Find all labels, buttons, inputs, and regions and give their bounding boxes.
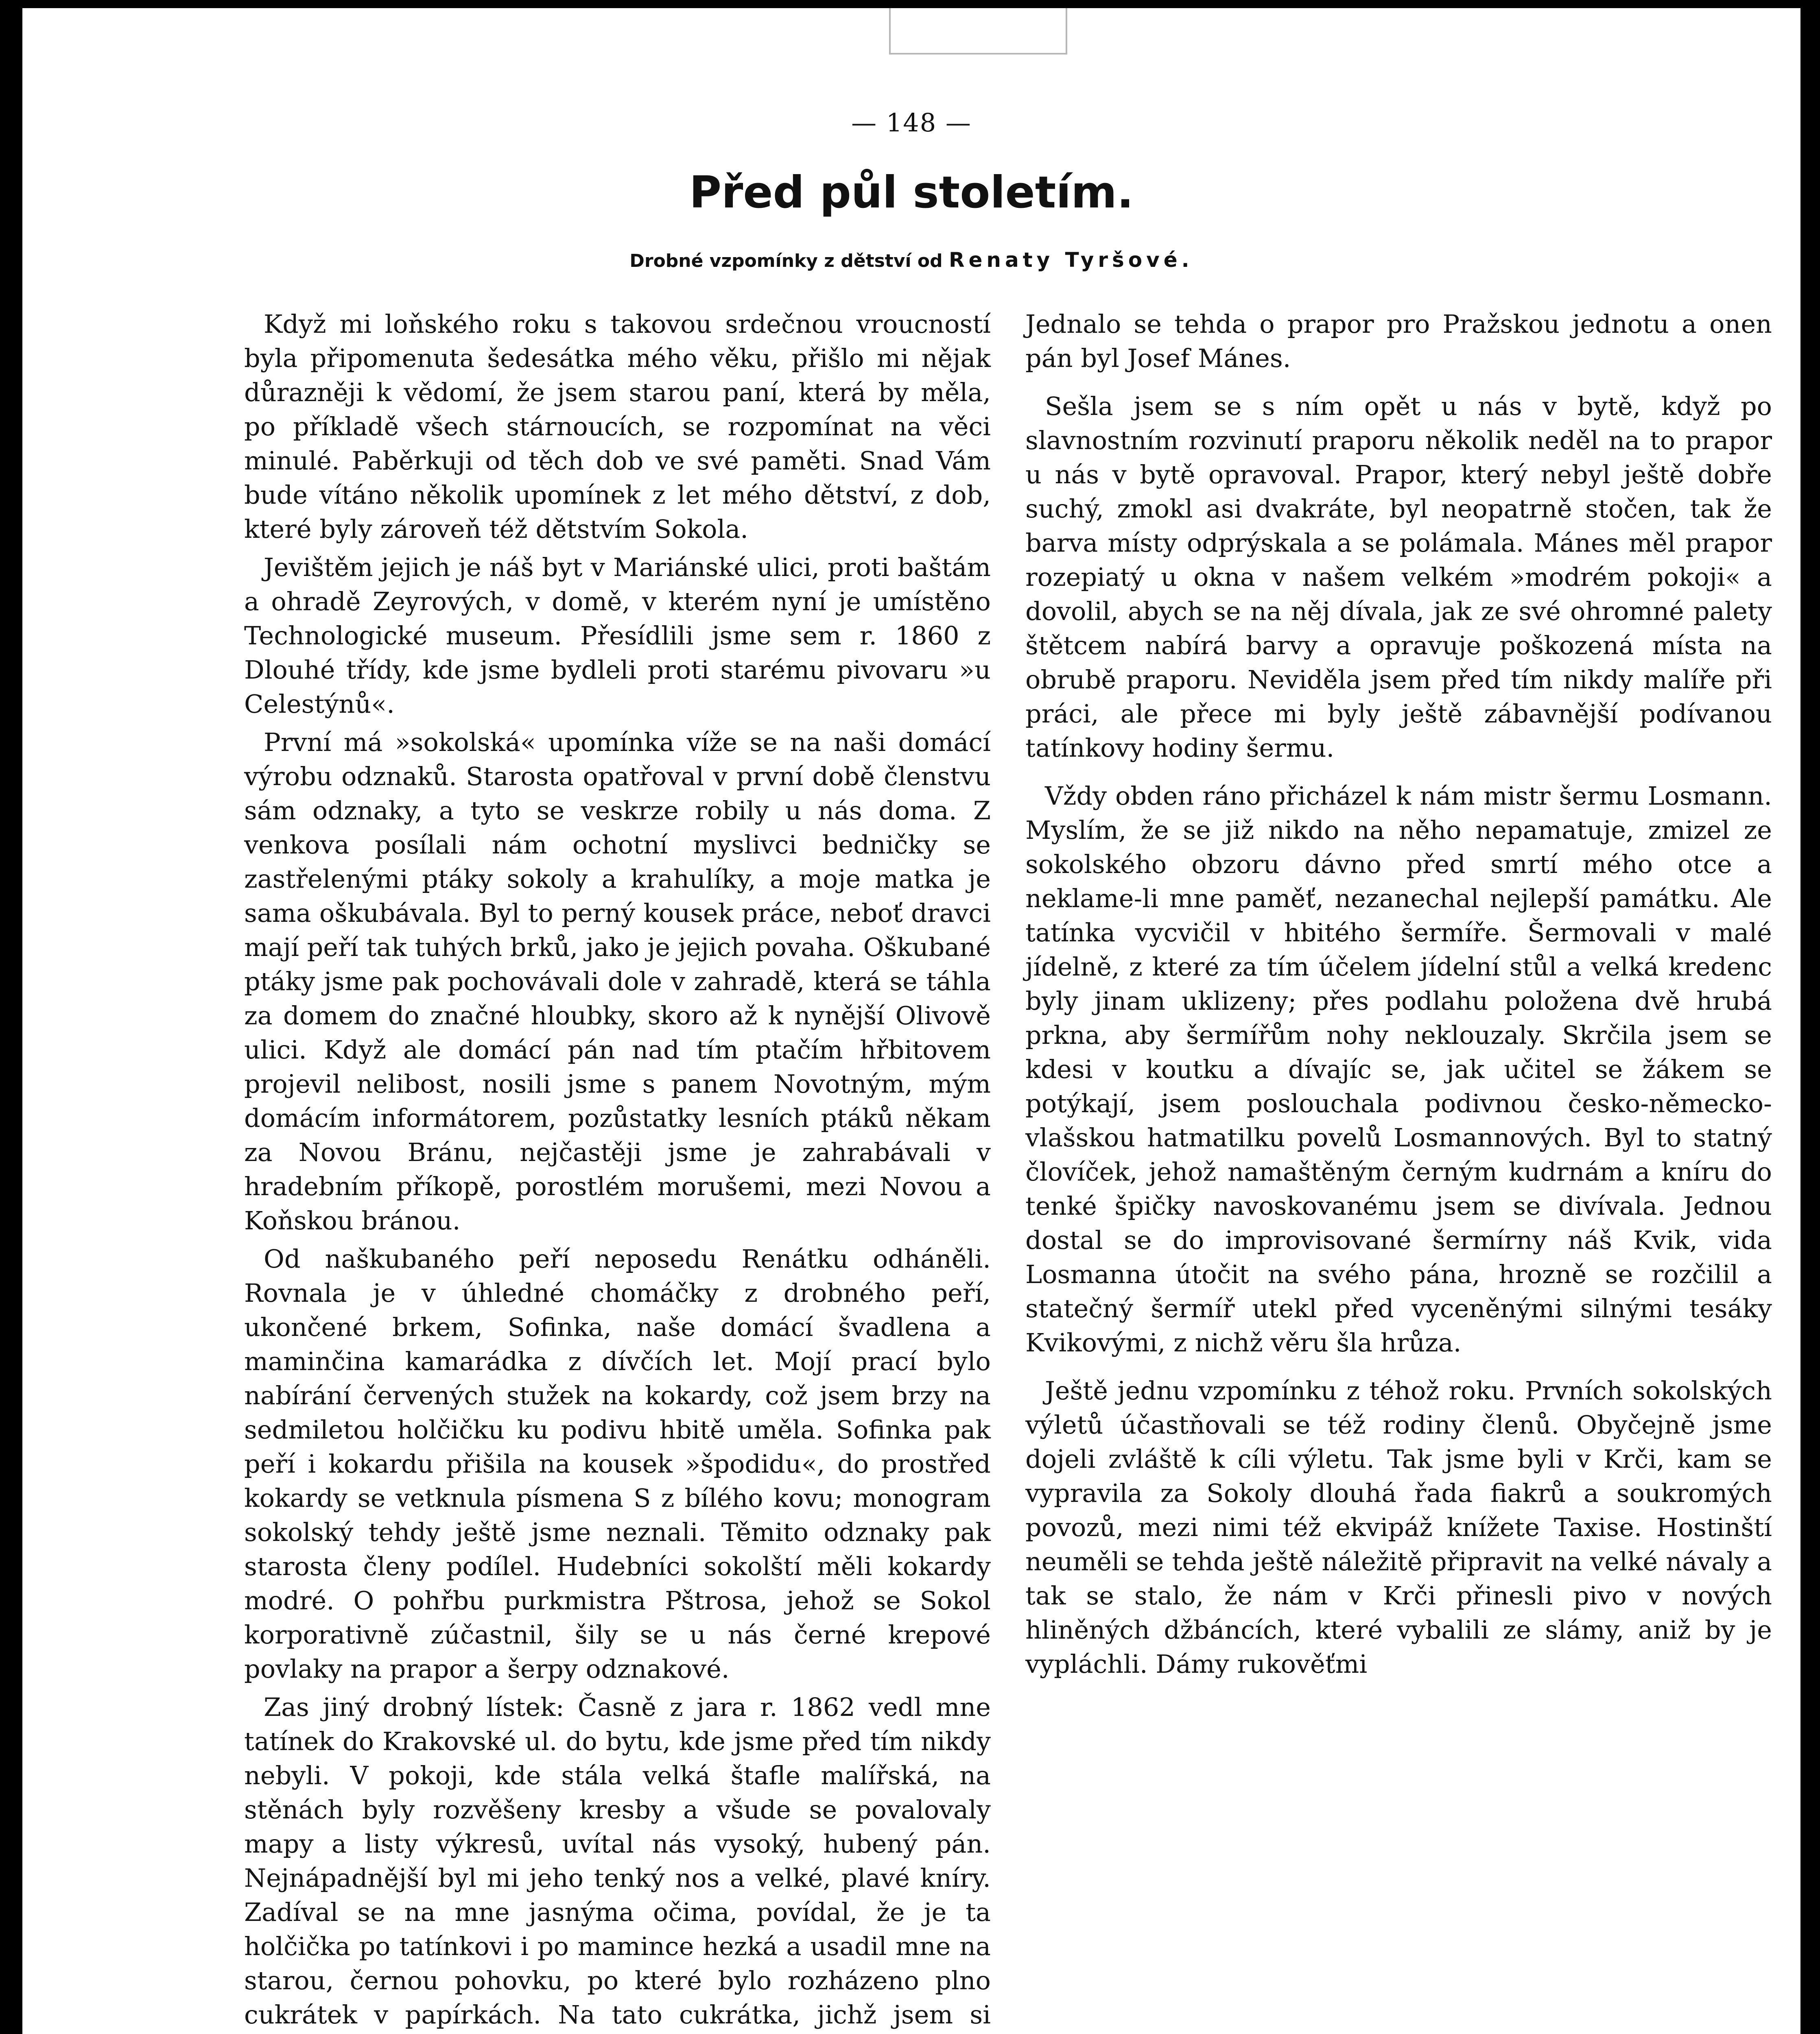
paragraph: Když mi loňského roku s takovou srdečnou vroucností byla připomenuta šedesátka mého věku, přišlo mi nějak důrazněji k vědomí, že jsem starou paní, která by měla, po příkladě všech stárnoucích, se rozpomínat na věci minulé. Paběrkuji od těch dob ve své paměti. Snad Vám bude vítáno několik upomínek z let mého dětství, z dob, které byly zároveň též dětstvím Sokola. — [244, 309, 991, 544]
paragraph: Sešla jsem se s ním opět u nás v bytě, když po slavnostním rozvinutí praporu několik neděl na to prapor u nás v bytě opravoval. Prapor, který nebyl ještě dobře suchý, zmokl asi dvakráte, byl neopatrně stočen, tak že barva místy odprýskala a se polámala. Mánes měl prapor rozepiatý u okna v našem velkém »modrém pokoji« a dovolil, abych se na něj dívala, jak ze své ohromné palety štětcem nabírá barvy a opravuje poškozená místa na obrubě praporu. Neviděla jsem před tím nikdy malíře při práci, ale přece mi byly ještě zábavnější podívanou tatínkovy hodiny šermu. — [1025, 391, 1772, 763]
article-subtitle — [22, 248, 1800, 272]
paragraph: Jevištěm jejich je náš byt v Mariánské ulici, proti baštám a ohradě Zeyrových, v domě, v kterém nyní je umístěno Technologické museum. Přesídlili jsme sem r. 1860 z Dlouhé třídy, kde jsme bydleli proti starému pivovaru »u Celestýnů«. — [244, 552, 991, 719]
paragraph: První má »sokolská« upomínka víže se na naši domácí výrobu odznaků. Starosta opatřoval v první době členstvu sám odznaky, a tyto se veskrze robily u nás doma. Z venkova posílali nám ochotní myslivci bedničky se zastřelenými ptáky sokoly a krahulíky, a moje matka je sama oškubávala. Byl to perný kousek práce, neboť dravci mají peří tak tuhých brků, jako je jejich povaha. Oškubané ptáky jsme pak pochovávali dole v zahradě, která se táhla za domem do značné hloubky, skoro až k nynější Olivově ulici. Když ale domácí pán nad tím ptačím hřbitovem projevil nelibost, nosili jsme s panem Novotným, mým domácím informátorem, pozůstatky lesních ptáků někam za Novou Bránu, nejčastěji jsme je zahrabávali v hradebním příkopě, porostlém morušemi, mezi Novou a Koňskou bránou. — [244, 727, 991, 1235]
page-number: — 148 — — [851, 108, 972, 137]
tape-mark — [889, 8, 1067, 55]
paragraph: Od naškubaného peří neposedu Renátku odháněli. Rovnala je v úhledné chomáčky z drobného peří, ukončené brkem, Sofinka, naše domácí švadlena a maminčina kamarádka z dívčích let. Mojí prací bylo nabírání červených stužek na kokardy, což jsem brzy na sedmiletou holčičku ku podivu hbitě uměla. Sofinka pak peří i kokardu přišila na kousek »špodidu«, do prostřed kokardy se vetknula písmena S z bílého kovu; monogram sokolský tehdy ještě jsme neznali. Těmito odznaky pak starosta členy podílel. Hudebníci sokolští měli kokardy modré. O pohřbu purkmistra Pštrosa, jehož se Sokol korporativně zúčastnil, šily se u nás černé krepové povlaky na prapor a šerpy odznakové. — [244, 1244, 991, 1684]
author-name: Renaty Tyršové. — [948, 248, 1193, 272]
subtitle-prefix: Drobné vzpomínky z dětství od — [629, 251, 943, 271]
article-title: Před půl stoletím. — [689, 167, 1134, 218]
paragraph: Zas jiný drobný lístek: Časně z jara r. 1862 vedl mne tatínek do Krakovské ul. do bytu, kde jsme před tím nikdy nebyli. V pokoji, kde stála velká štafle malířská, na stěnách byly rozvěšeny kresby a všude se povalovaly mapy a listy výkresů, uvítal nás vysoký, hubený pán. Nejnápadnější byl mi jeho tenký nos a velké, plavé kníry. Zadíval se na mne jasnýma očima, povídal, že je ta holčička po tatínkovi i po mamince hezká a usadil mne na starou, černou pohovku, po které bylo rozházeno plno cukrátek v papírkách. Na tato cukrátka, jichž jsem si Jednalo se tehda o prapor pro Pražskou jednotu a onen pán byl Josef Mánes. — [244, 309, 1772, 2030]
scanned-page — [22, 8, 1800, 2034]
paragraph: Ještě jednu vzpomínku z téhož roku. Prvních sokolských výletů účastňovali se též rodiny členů. Obyčejně jsme dojeli zvláště k cíli výletu. Tak jsme byli v Krči, kam se vypravila za Sokoly dlouhá řada fiakrů a soukromých povozů, mezi nimi též ekvipáž knížete Taxise. Hostinští neuměli se tehda ještě náležitě připravit na velké návaly a tak se stalo, že nám v Krči přinesli pivo v nových hliněných džbáncích, které vybalili ze slámy, aniž by je vypláchli. Dámy rukověťmi — [1025, 1376, 1772, 1679]
paragraph: Vždy obden ráno přicházel k nám mistr šermu Losmann. Myslím, že se již nikdo na něho nepamatuje, zmizel ze sokolského obzoru dávno před smrtí mého otce a neklame-li mne paměť, nezanechal nejlepší památku. Ale tatínka vycvičil v hbitého šermíře. Šermovali v malé jídelně, z které za tím účelem jídelní stůl a velká kredenc byly jinam uklizeny; přes podlahu položena dvě hrubá prkna, aby šermířům nohy neklouzaly. Skrčila jsem se kdesi v koutku a dívajíc se, jak učitel se žákem se potýkají, jsem poslouchala podivnou česko-německo-vlašskou hatmatilku povelů Losmannových. Byl to statný človíček, jehož namaštěným černým kudrnám a kníru do tenké špičky navoskovanému jsem se divívala. Jednou dostal se do improvisované šermírny náš Kvik, vida Losmanna útočit na svého pána, hrozně se rozčilil a statečný šermíř utekl před vyceněnými silnými tesáky Kvikovými, z nichž věru šla hrůza. — [1025, 781, 1772, 1357]
article-body — [244, 307, 1772, 2034]
